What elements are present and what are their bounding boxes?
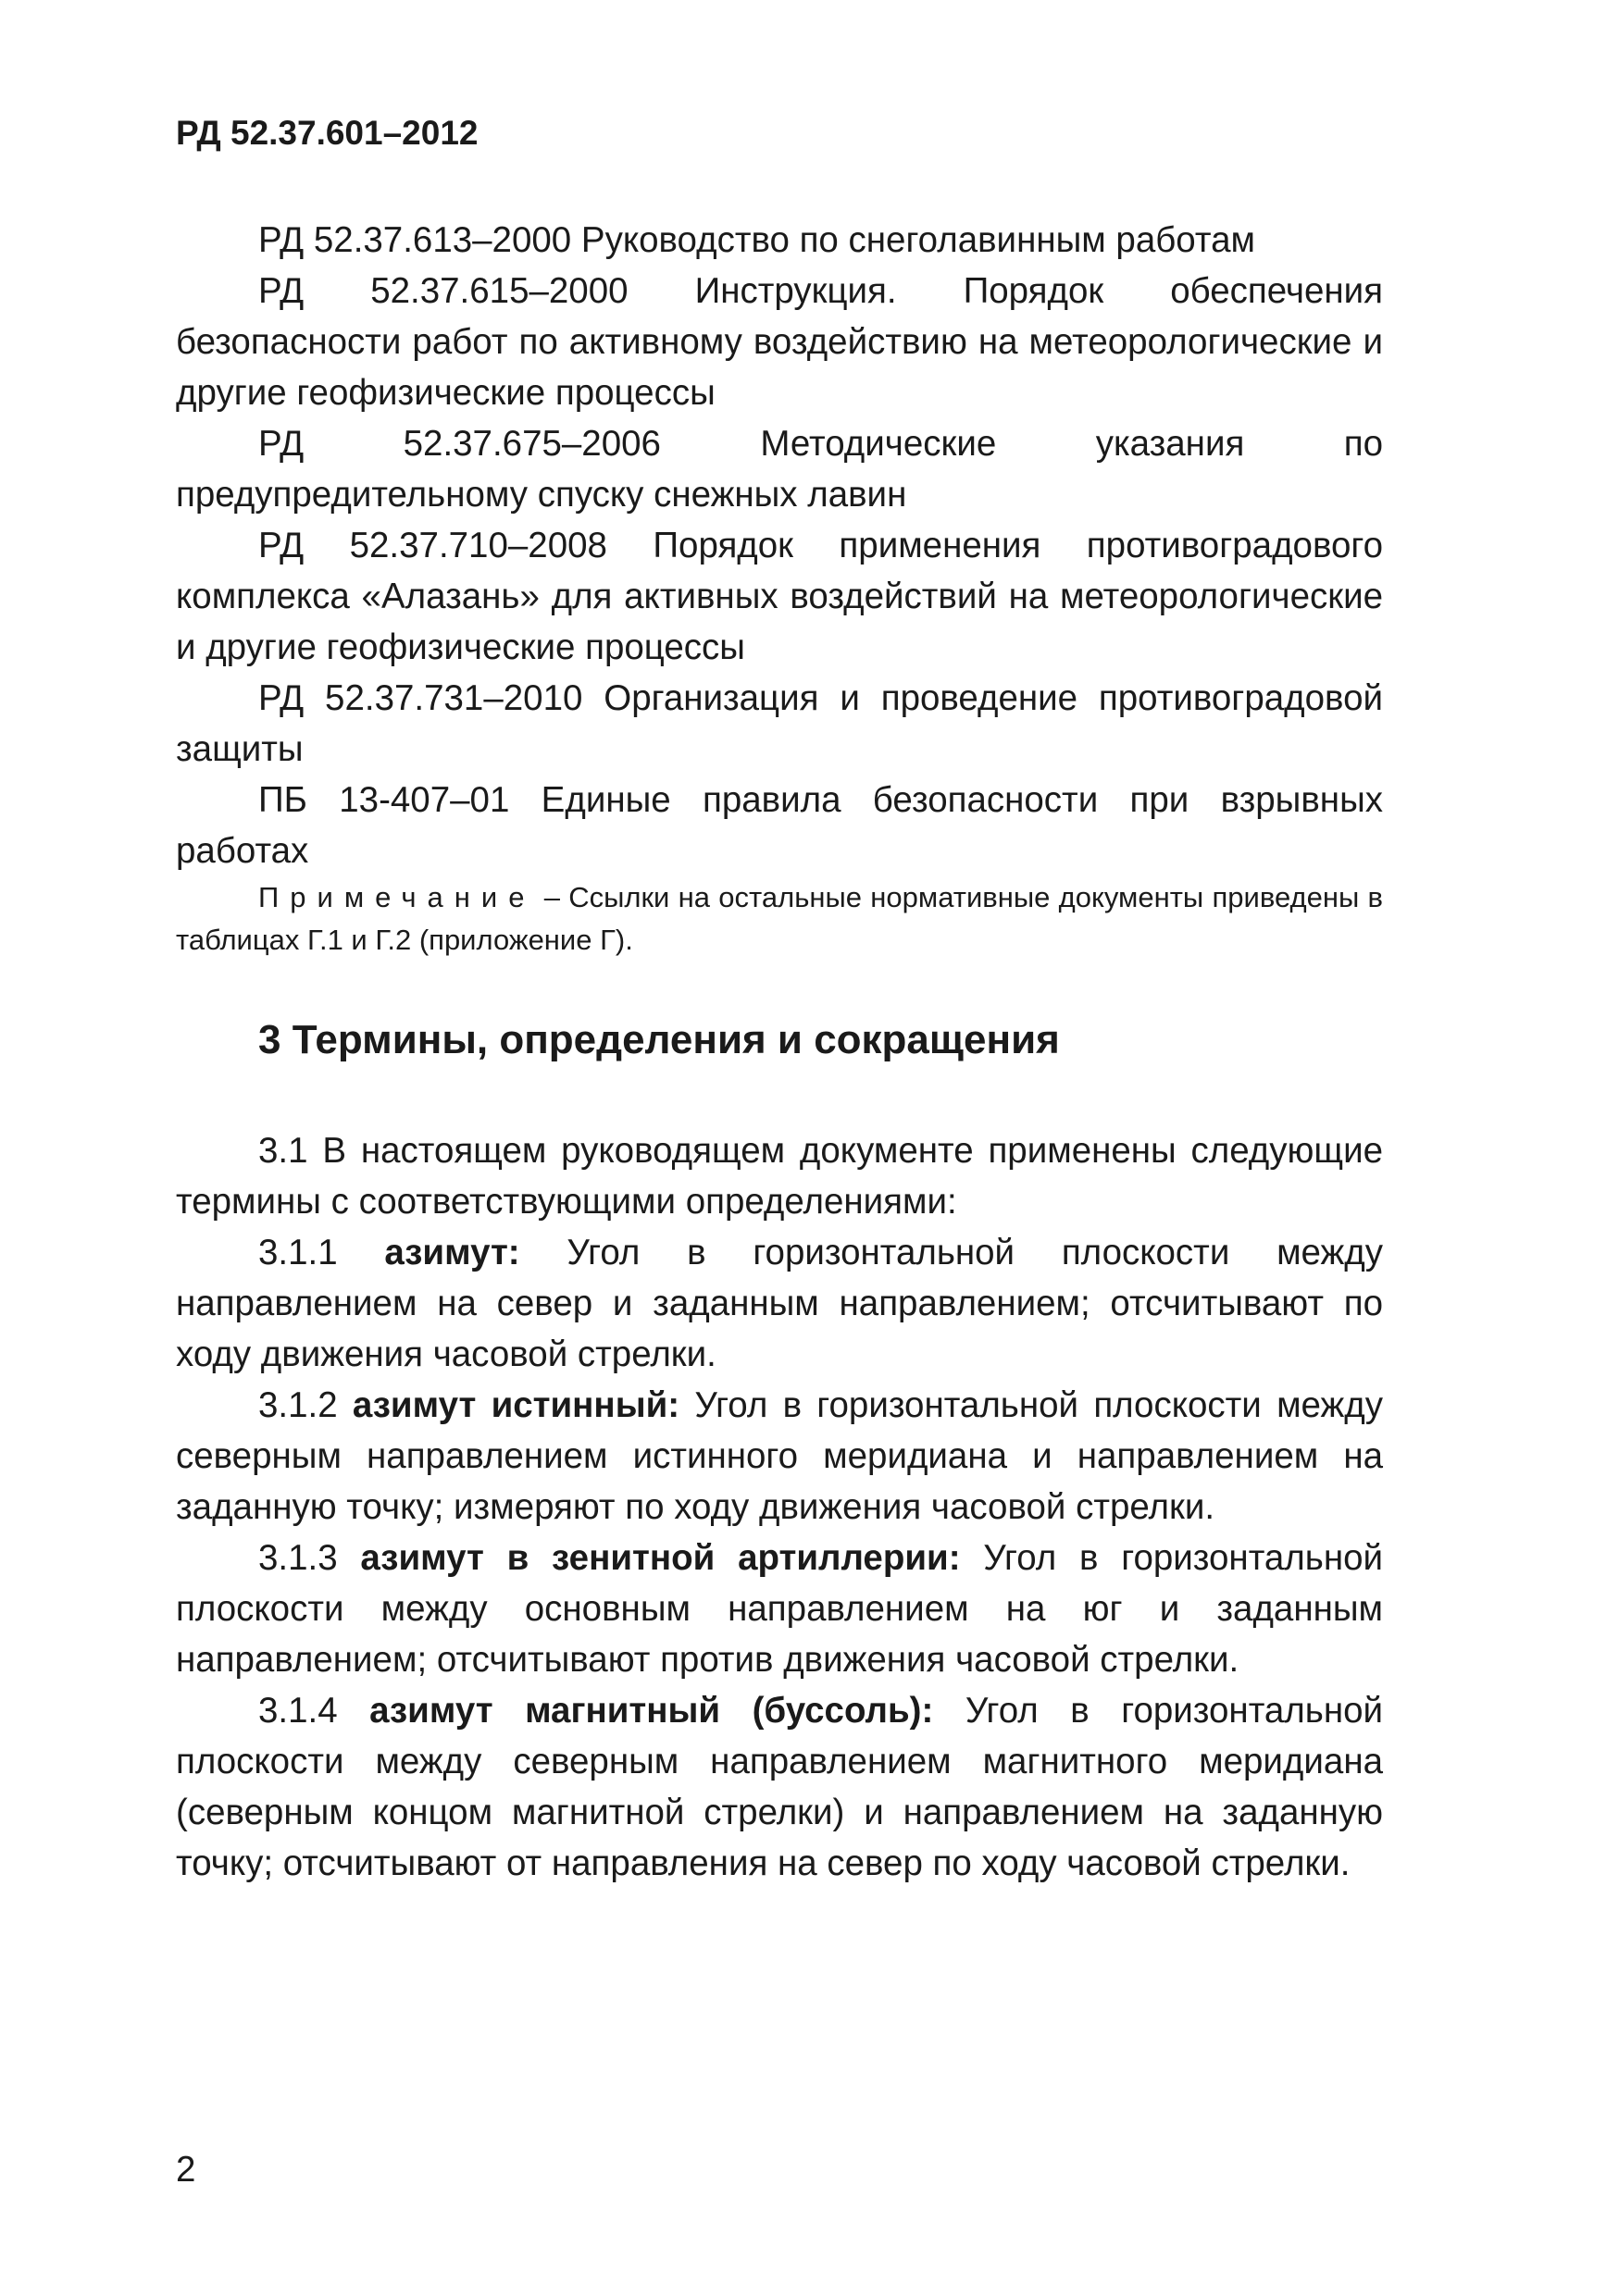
- reference-item: РД 52.37.710–2008 Порядок применения противоградового комплекса «Алазань» для активных воздействий на метеорологические и другие геофизические процессы: [176, 526, 1383, 667]
- note-paragraph: [176, 876, 1383, 962]
- section-intro: 3.1 В настоящем руководящем документе применены следующие термины с соответствующими определениями:: [176, 1131, 1383, 1222]
- term-definition: [176, 1227, 1383, 1380]
- reference-item: РД 52.37.615–2000 Инструкция. Порядок обеспечения безопасности работ по активному воздействию на метеорологические и другие геофизические процессы: [176, 271, 1383, 413]
- term-number: 3.1.2: [258, 1385, 353, 1425]
- term-name: азимут в зенитной артиллерии:: [360, 1538, 961, 1578]
- note-label: Примечание: [258, 881, 536, 913]
- term-definition-text: Угол в горизонтальной плоскости между основным направлением на юг и заданным направлением; отсчитывают против движения часовой стрелки.: [176, 1538, 1384, 1680]
- terms-section: [176, 1125, 1383, 1889]
- reference-item: РД 52.37.675–2006 Методические указания по предупредительному спуску снежных лавин: [176, 424, 1383, 515]
- term-name: азимут магнитный (буссоль):: [369, 1691, 934, 1731]
- term-name: азимут:: [384, 1233, 520, 1272]
- term-definition-text: Угол в горизонтальной плоскости между северным направлением магнитного меридиана (северным концом магнитной стрелки) и направлением на заданную точку; отсчитывают от направления на север по ходу часовой стрелки.: [176, 1691, 1384, 1883]
- document-code-header: РД 52.37.601–2012: [176, 114, 479, 152]
- term-number: 3.1.4: [258, 1691, 370, 1731]
- reference-item: ПБ 13-407–01 Единые правила безопасности при взрывных работах: [176, 780, 1383, 871]
- term-definition-text: Угол в горизонтальной плоскости между направлением на север и заданным направлением; отсчитывают по ходу движения часовой стрелки.: [176, 1233, 1384, 1374]
- term-name: азимут истинный:: [352, 1385, 680, 1425]
- term-definition-text: Угол в горизонтальной плоскости между северным направлением истинного меридиана и направлением на заданную точку; измеряют по ходу движения часовой стрелки.: [176, 1385, 1383, 1527]
- term-definition: [176, 1380, 1383, 1533]
- page-number: 2: [176, 2150, 196, 2190]
- term-number: 3.1.3: [258, 1538, 361, 1578]
- term-number: 3.1.1: [258, 1233, 385, 1272]
- reference-item: РД 52.37.613–2000 Руководство по снеголавинным работам: [258, 220, 1255, 260]
- normative-references-list: [176, 215, 1383, 962]
- term-definition: [176, 1685, 1383, 1889]
- note-text: – Ссылки на остальные нормативные документы приведены в таблицах Г.1 и Г.2 (приложение Г).: [176, 881, 1383, 956]
- term-definition: [176, 1533, 1383, 1685]
- section-heading: 3 Термины, определения и сокращения: [258, 1017, 1060, 1062]
- reference-item: РД 52.37.731–2010 Организация и проведение противоградовой защиты: [176, 678, 1383, 769]
